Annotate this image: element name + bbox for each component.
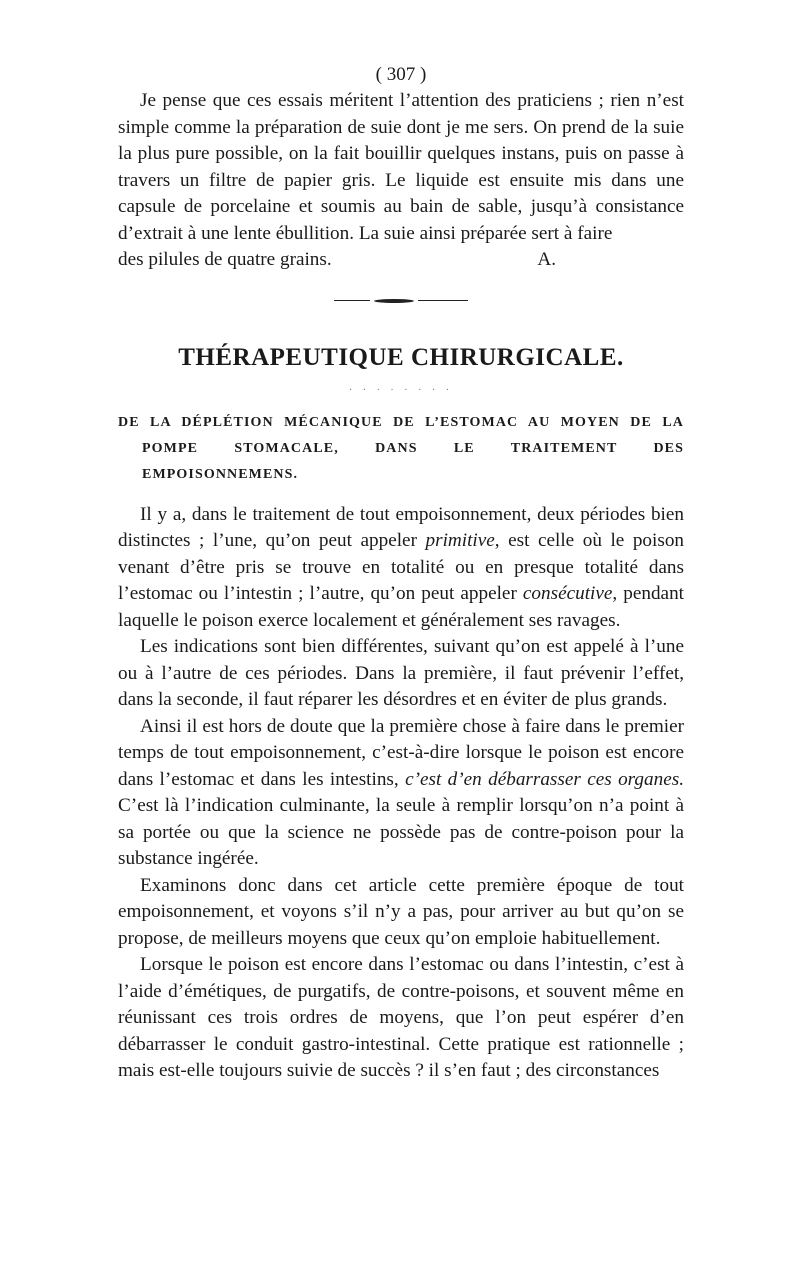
section-title: THÉRAPEUTIQUE CHIRURGICALE. [178, 343, 624, 371]
p1-emphasis-primitive: primitive [425, 530, 495, 551]
paragraph-4: Examinons donc dans cet article cette première époque de tout empoisonnement, et voyons s’il n’y a pas, pour arriver au but qu’on se propose, de meilleurs moyens que ceux qu’on emploie habituellement. [118, 874, 684, 949]
p3-text-b: C’est là l’indication culminante, la seule à remplir lorsqu’on n’a point à sa portée ou que la science ne possède pas de contre-poison pour la substance ingérée. [118, 795, 684, 869]
intro-paragraph: Je pense que ces essais méritent l’attention des praticiens ; rien n’est simple comme la préparation de suie dont je me sers. On prend de la suie la plus pure possible, on la fait bouillir quelques instans, puis on passe à travers un filtre de papier gris. Le liquide est ensuite mis dans une capsule de porcelaine et soumis au bain de sable, jusqu’à consistance d’extrait à une lente ébullition. La suie ainsi préparée sert à faire [118, 90, 684, 244]
author-signature: A. [537, 249, 556, 270]
article-title: DE LA DÉPLÉTION MÉCANIQUE DE L’ESTOMAC AU MOYEN DE LA POMPE STOMACALE, DANS LE TRAITEMENT DES EMPOISONNEMENS. [118, 414, 684, 482]
p3-text-a: Ainsi il est hors de doute que la première chose à faire dans le premier temps de tout empoisonnement, c’est-à-dire lorsque le poison est encore dans l’estomac et dans les intestins, [118, 715, 684, 790]
divider-line-right [418, 300, 468, 301]
intro-last-line: des pilules de quatre grains. [118, 249, 332, 270]
p1-emphasis-consecutive: consécutive [522, 583, 613, 604]
p3-emphasis: c’est d’en débarrasser ces organes. [405, 768, 684, 790]
page [118, 62, 684, 1085]
p1-text-b: , est celle où le poison venant d’être pris se trouve en totalité ou en presque totalité dans l’estomac ou l’intestin ; l’autre, qu’on peut appeler [118, 530, 685, 604]
paragraph-1 [118, 502, 684, 635]
divider-ornament-center [374, 299, 414, 303]
paragraph-2: Les indications sont bien différentes, suivant qu’on est appelé à l’une ou à l’autre de ces périodes. Dans la première, il faut prévenir l’effet, dans la seconde, il faut réparer les désordres et en éviter de plus grands. [118, 636, 684, 710]
p1-text-c: , pendant laquelle le poison exerce localement et généralement ses ravages. [118, 583, 684, 631]
p1-text-a: Il y a, dans le traitement de tout empoisonnement, deux périodes bien distinctes ; l’une, qu’on peut appeler [118, 503, 684, 551]
page-number: ( 307 ) [375, 64, 427, 85]
paragraph-5: Lorsque le poison est encore dans l’estomac ou dans l’intestin, c’est à l’aide d’émétiques, de purgatifs, de contre-poisons, et souvent même en réunissant ces trois ordres de moyens, que l’on peut espérer d’en débarrasser le conduit gastro-intestinal. Cette pratique est rationnelle ; mais est-elle toujours suivie de succès ? il s’en faut ; des circonstances [118, 954, 684, 1081]
divider-line-left [334, 300, 370, 301]
section-divider-ornament [118, 294, 684, 308]
paragraph-3 [118, 714, 684, 873]
intro-closing-line [118, 247, 684, 274]
title-rule-dots: · · · · · · · · [348, 384, 454, 396]
